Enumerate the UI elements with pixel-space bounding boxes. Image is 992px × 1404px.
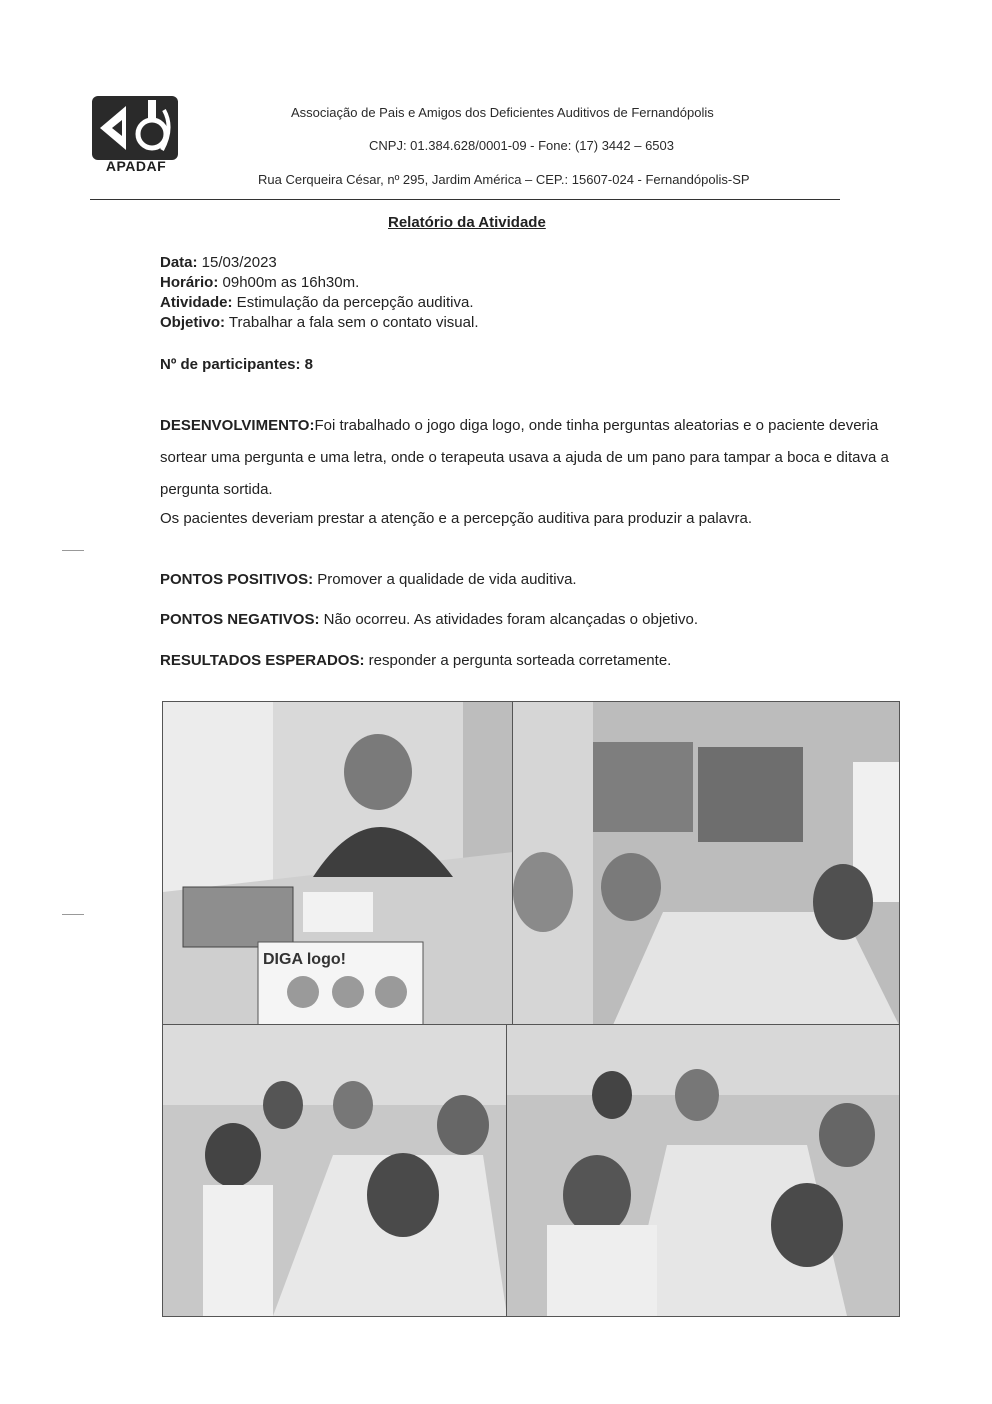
negatives-value: Não ocorreu. As atividades foram alcançadas o objetivo. bbox=[319, 611, 699, 628]
report-title: Relatório da Atividade bbox=[388, 214, 546, 231]
results-line bbox=[160, 652, 671, 669]
development-text: Foi trabalhado o jogo diga logo, onde tinha perguntas aleatorias e o paciente deveria sortear uma pergunta e uma letra, onde o terapeuta usava a ajuda de um pano para tampar a boca e ditava a pergunta sortida. bbox=[160, 417, 889, 498]
date-line bbox=[160, 254, 277, 271]
activity-label: Atividade: bbox=[160, 294, 233, 311]
time-line bbox=[160, 274, 359, 291]
negatives-line bbox=[160, 611, 698, 628]
time-value: 09h00m as 16h30m. bbox=[218, 274, 360, 291]
results-value: responder a pergunta sorteada corretamente. bbox=[364, 652, 672, 669]
date-value: 15/03/2023 bbox=[197, 254, 277, 271]
activity-value: Estimulação da percepção auditiva. bbox=[232, 294, 474, 311]
objective-label: Objetivo: bbox=[160, 314, 226, 331]
participants-label: Nº de participantes: 8 bbox=[160, 356, 314, 373]
photo-participants-right bbox=[506, 1024, 900, 1317]
scan-mark bbox=[62, 550, 84, 551]
objective-value: Trabalhar a fala sem o contato visual. bbox=[225, 314, 479, 331]
address: Rua Cerqueira César, nº 295, Jardim América – CEP.: 15607-024 - Fernandópolis-SP bbox=[258, 172, 750, 187]
development-label: DESENVOLVIMENTO: bbox=[160, 417, 315, 434]
scan-mark bbox=[62, 914, 84, 915]
photo-woman-playing-game bbox=[162, 701, 514, 1026]
photo-group-at-table bbox=[512, 701, 900, 1026]
photo-participants-left bbox=[162, 1024, 508, 1317]
participants-line bbox=[160, 356, 313, 373]
logo-text: APADAF bbox=[105, 158, 167, 174]
positives-line bbox=[160, 571, 577, 588]
development-paragraph bbox=[160, 410, 900, 506]
objective-line bbox=[160, 314, 479, 331]
positives-value: Promover a qualidade de vida auditiva. bbox=[313, 571, 577, 588]
activity-line bbox=[160, 294, 474, 311]
organization-name: Associação de Pais e Amigos dos Deficientes Auditivos de Fernandópolis bbox=[291, 105, 714, 120]
header-divider bbox=[90, 199, 840, 200]
positives-label: PONTOS POSITIVOS: bbox=[160, 571, 314, 588]
development-text-2: Os pacientes deveriam prestar a atenção e a percepção auditiva para produzir a palavra. bbox=[160, 510, 753, 527]
ear-logo-icon bbox=[92, 96, 178, 160]
apadaf-logo bbox=[92, 96, 180, 178]
time-label: Horário: bbox=[160, 274, 219, 291]
game-box-label: DIGA logo! bbox=[263, 951, 346, 968]
date-label: Data: bbox=[160, 254, 198, 271]
contact-info: CNPJ: 01.384.628/0001-09 - Fone: (17) 3442 – 6503 bbox=[369, 138, 674, 153]
results-label: RESULTADOS ESPERADOS: bbox=[160, 652, 365, 669]
negatives-label: PONTOS NEGATIVOS: bbox=[160, 611, 320, 628]
